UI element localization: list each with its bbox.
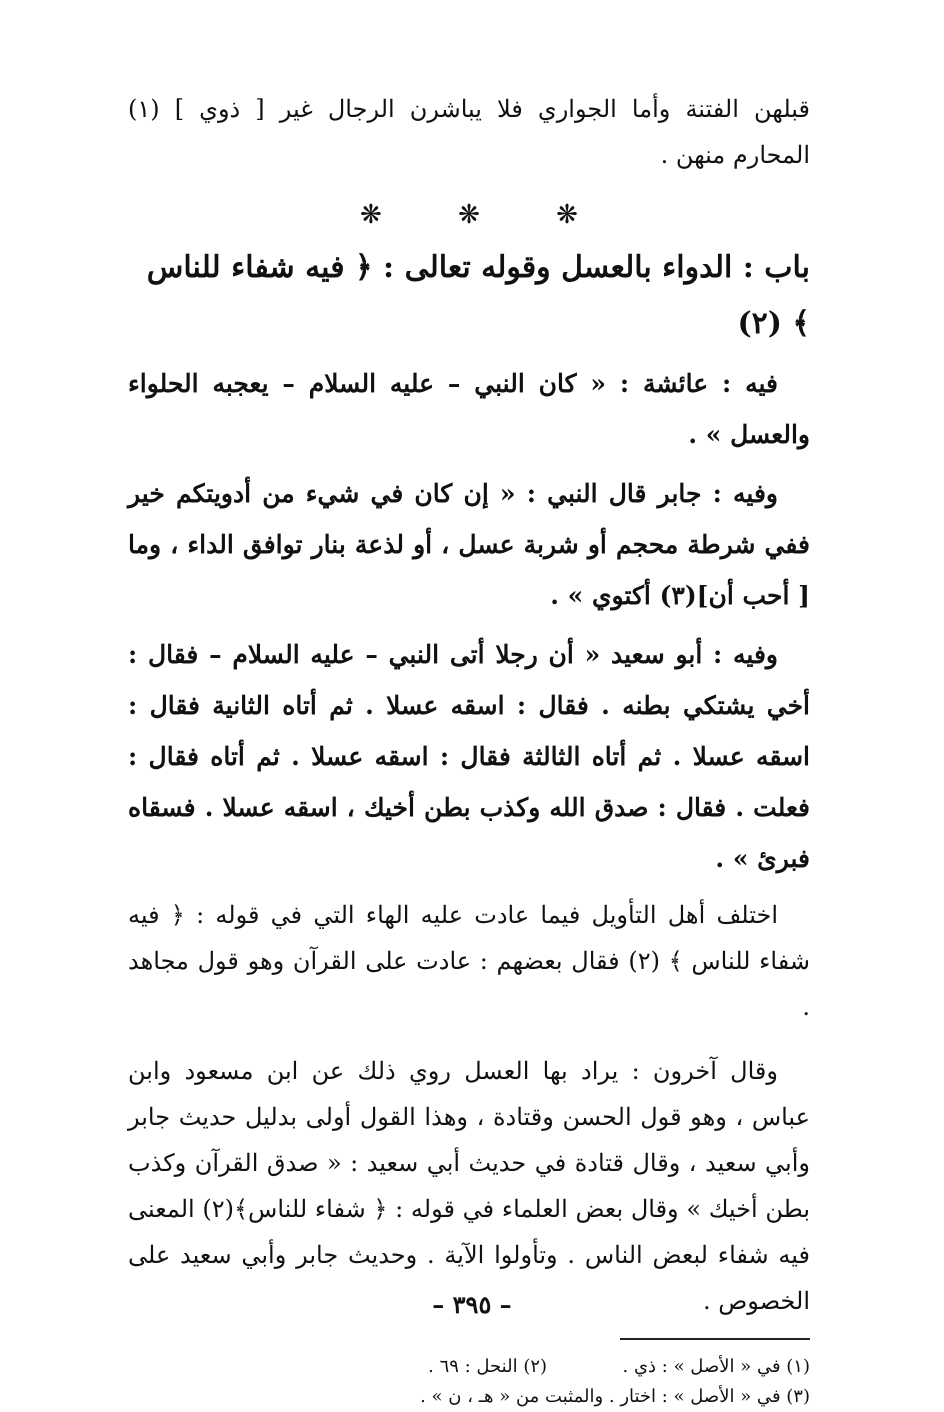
asterism-icon: ❋	[556, 200, 578, 230]
footnote-row	[128, 1352, 810, 1382]
hadith-aisha: فيه : عائشة : « كان النبي – عليه السلام – يعجبه الحلواء والعسل » .	[128, 369, 810, 449]
commentary-paragraph: وقال آخرون : يراد بها العسل روي ذلك عن ابن مسعود وابن عباس ، وهو قول الحسن وقتادة ، وهذا القول أولى بدليل حديث جابر وأبي سعيد ، وقال قتادة في حديث أبي سعيد : « صدق القرآن وكذب بطن أخيك » وقال بعض العلماء في قوله : ﴿ شفاء للناس﴾(٢) المعنى فيه شفاء لبعض الناس . وتأولوا الآية . وحديث جابر وأبي سعيد على الخصوص .	[128, 1057, 811, 1315]
continuation-paragraph: قبلهن الفتنة وأما الجواري فلا يباشرن الرجال غير [ ذوي ] (١) المحارم منهن .	[128, 95, 810, 169]
footnote-2: (٢) النحل : ٦٩ .	[428, 1356, 548, 1377]
page-number: – ٣٩٥ –	[432, 1290, 512, 1319]
footnotes	[128, 1352, 810, 1412]
commentary-paragraph: اختلف أهل التأويل فيما عادت عليه الهاء التي في قوله : ﴿ فيه شفاء للناس ﴾ (٢) فقال بعضهم : عادت على القرآن وهو قول مجاهد .	[128, 901, 810, 1021]
section-divider	[128, 200, 810, 230]
page-body	[128, 86, 810, 1412]
asterism-icon: ❋	[360, 200, 382, 230]
chapter-heading: باب : الدواء بالعسل وقوله تعالى : ﴿ فيه شفاء للناس ﴾ (٢)	[146, 250, 810, 341]
footnote-3: (٣) في « الأصل » : اختار . والمثبت من « هـ ، ن » .	[420, 1386, 810, 1407]
hadith-abu-said: وفيه : أبو سعيد « أن رجلا أتى النبي – عليه السلام – فقال : أخي يشتكي بطنه . فقال : اسقه عسلا . ثم أتاه الثانية فقال : اسقه عسلا . ثم أتاه الثالثة فقال : اسقه عسلا . ثم أتاه فقال : فعلت . فقال : صدق الله وكذب بطن أخيك ، اسقه عسلا . فسقاه فبرئ » .	[128, 640, 810, 873]
footnote-divider	[620, 1338, 810, 1340]
asterism-icon: ❋	[458, 200, 480, 230]
footnote-1: (١) في « الأصل » : ذي .	[622, 1356, 810, 1377]
hadith-jabir: وفيه : جابر قال النبي : « إن كان في شيء من أدويتكم خير ففي شرطة محجم أو شربة عسل ، أو لذعة بنار توافق الداء ، وما [ أحب أن](٣) أكتوي » .	[128, 479, 810, 610]
footnote-row	[128, 1382, 810, 1412]
